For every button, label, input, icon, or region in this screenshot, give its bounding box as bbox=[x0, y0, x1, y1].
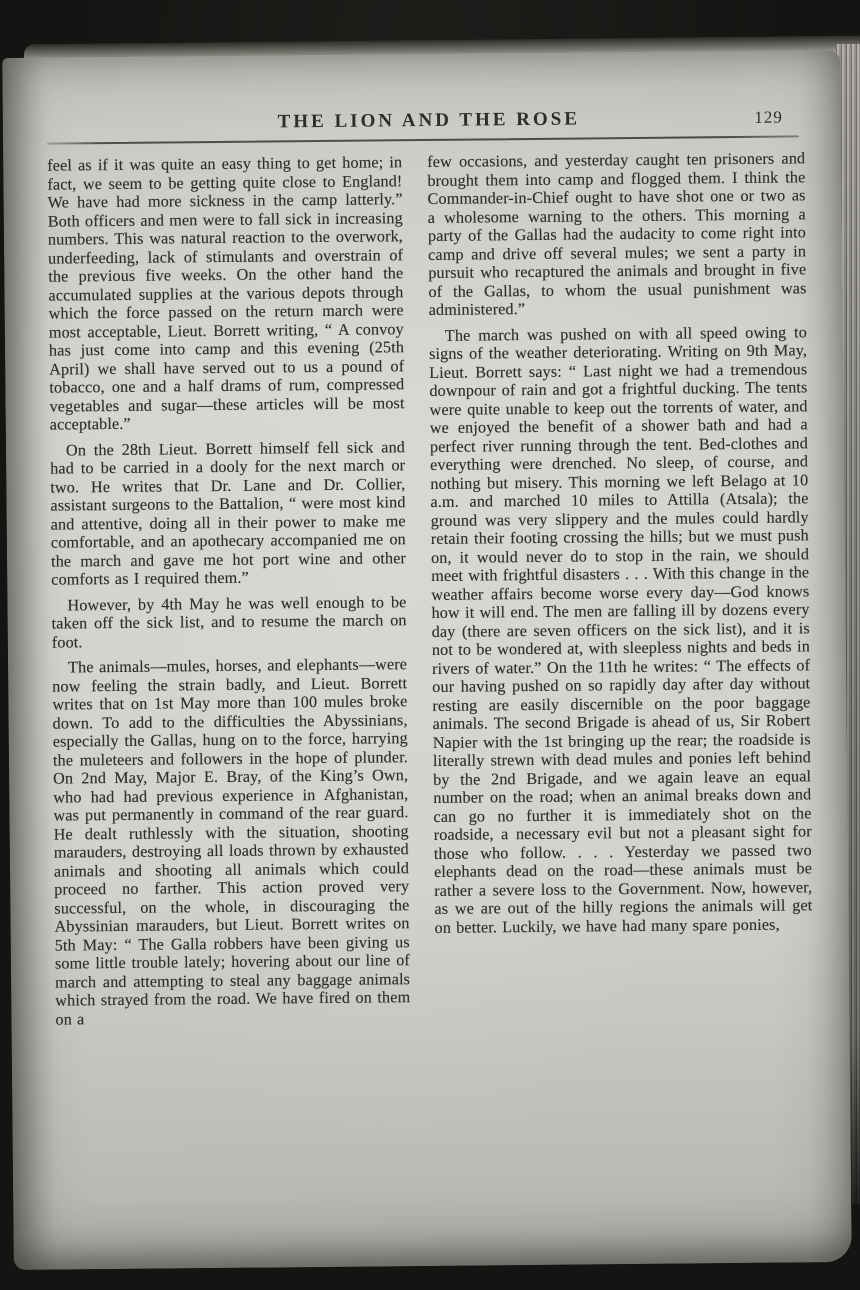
paragraph-left-1: feel as if it was quite an easy thing to get home; in fact, we seem to be getting quite close to England! We have had more sickness in the camp latterly.” Both officers and men were to fall sick in increasing numbers. This was natural reaction to the overwork, underfeeding, lack of stimulants and overstrain of the previous five weeks. On the other hand the accumulated supplies at the various depots through which the force passed on the return march were most acceptable, Lieut. Borrett writing, “ A convoy has just come into camp and this evening (25th April) we shall have served out to us a pound of tobacco, one and a half drams of rum, compressed vegetables and sugar—these articles will be most acceptable.” bbox=[47, 153, 405, 434]
paragraph-left-4: The animals—mules, horses, and elephants—were now feeling the strain badly, and Lieut. Borrett writes that on 1st May more than 100 mules broke down. To add to the difficulties the Abyssinians, especially the Gallas, hung on to the force, harrying the muleteers and followers in the hope of plunder. On 2nd May, Major E. Bray, of the King’s Own, who had had previous experience in Afghanistan, was put permanently in command of the rear guard. He dealt ruthlessly with the situation, shooting marauders, destroying all loads thrown by exhausted animals and shooting all animals which could proceed no farther. This action proved very successful, on the whole, in discouraging the Abyssinian marauders, but Lieut. Borrett writes on 5th May: “ The Galla robbers have been giving us some little trouble lately; hovering about our line of march and attempting to steal any baggage animals which strayed from the road. We have fired on them on a bbox=[52, 655, 411, 1029]
paragraph-right-1: few occasions, and yesterday caught ten prisoners and brought them into camp and flogged them. I think the Commander-in-Chief ought to have shot one or two as a wholesome warning to the others. This morning a party of the Gallas had the audacity to come right into camp and drive off several mules; we sent a party in pursuit who recaptured the animals and brought in five of the Gallas, to whom the usual punishment was administered.” bbox=[427, 149, 807, 319]
page-number: 129 bbox=[754, 107, 783, 127]
paragraph-right-2: The march was pushed on with all speed owing to signs of the weather deteriorating. Writing on 9th May, Lieut. Borrett says: “ Last night we had a tremendous downpour of rain and got a frightful ducking. The tents were quite unable to keep out the torrents of water, and we enjoyed the benefit of a shower bath and had a perfect river running through the tent. Bed-clothes and everything were drenched. No sleep, of course, and nothing but misery. This morning we left Belago at 10 a.m. and marched 10 miles to Attilla (Atsala); the ground was very slippery and the mules could hardly retain their footing crossing the hills; but we must push on, it would never do to stop in the rain, we should meet with frightful disasters . . . With this change in the weather affairs become worse every day—God knows how it will end. The men are falling ill by dozens every day (there are seven officers on the sick list), and it is not to be wondered at, with sleepless nights and beds in rivers of water.” On the 11th he writes: “ The effects of our having pushed on so rapidly day after day without resting are easily discernible on the poor baggage animals. The second Brigade is ahead of us, Sir Robert Napier with the 1st bringing up the rear; the roadside is literally strewn with dead mules and ponies left behind by the 2nd Brigade, and we again leave an equal number on the road; when an animal breaks down and can go no further it is immediately shot on the roadside, a necessary evil but not a pleasant sight for those who follow. . . . Yesterday we passed two elephants dead on the road—these animals must be rather a severe loss to the Government. Now, however, as we are out of the hilly regions the animals will get on better. Luckily, we have had many spare ponies, bbox=[428, 322, 813, 937]
paragraph-left-3: However, by 4th May he was well enough to be taken off the sick list, and to resume the march on foot. bbox=[51, 592, 407, 652]
header-rule bbox=[47, 135, 799, 144]
left-column bbox=[47, 153, 410, 1035]
paragraph-left-2: On the 28th Lieut. Borrett himself fell sick and had to be carried in a dooly for the next march or two. He writes that Dr. Lane and Dr. Collier, assistant surgeons to the Battalion, “ were most kind and attentive, doing all in their power to make me comfortable, and an apothecary accompanied me on the march and gave me hot port wine and other comforts as I required them.” bbox=[50, 437, 407, 589]
running-head bbox=[43, 106, 815, 153]
right-column bbox=[427, 149, 813, 1032]
book-page bbox=[2, 50, 852, 1270]
page-title: THE LION AND THE ROSE bbox=[277, 108, 581, 133]
text-columns bbox=[47, 149, 813, 1035]
